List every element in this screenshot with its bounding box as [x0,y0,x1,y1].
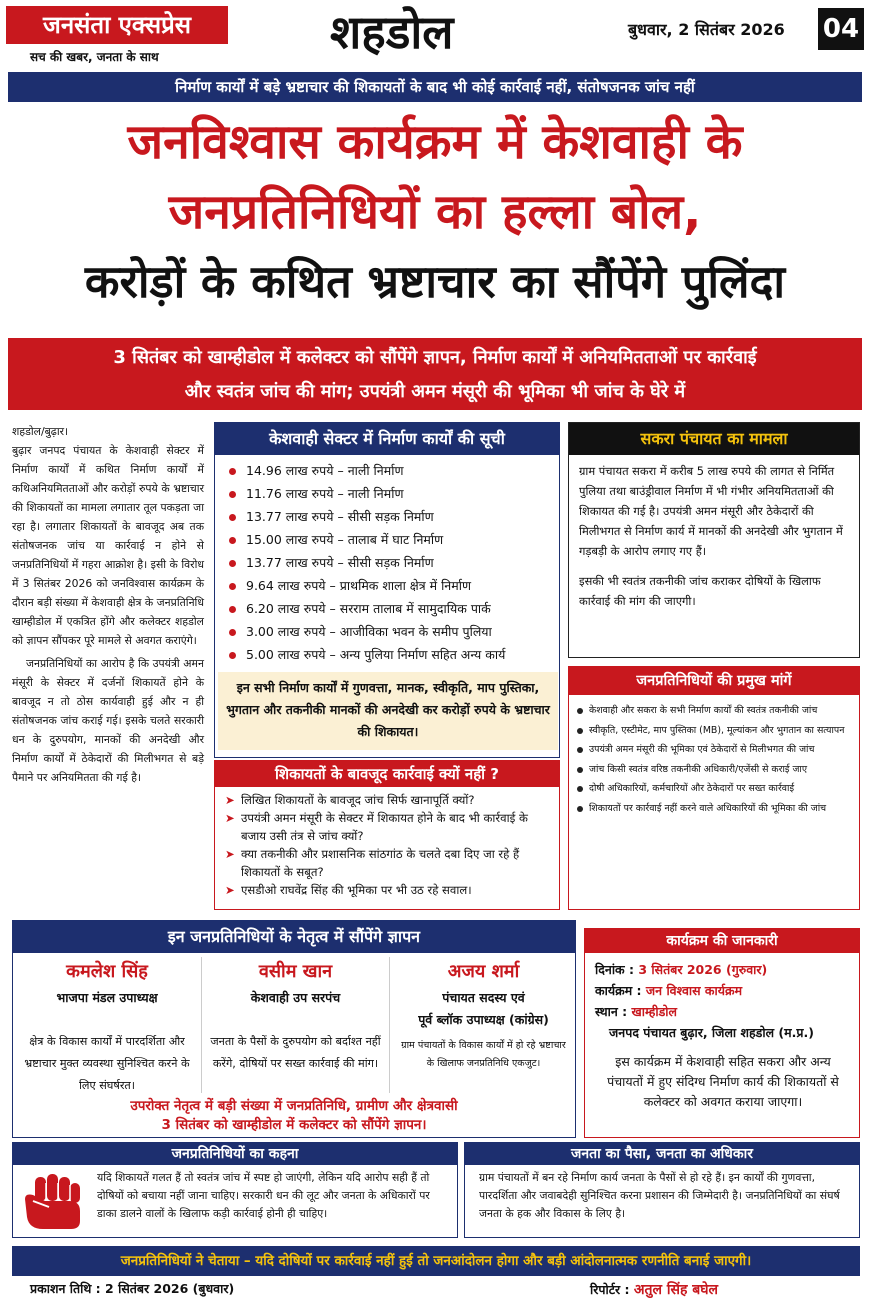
article-dateline: शहडोल/बुढ़ार। [12,425,69,438]
program-place-label: स्थान : [595,1004,628,1019]
article-paragraph-1: बुढ़ार जनपद पंचायत के केशवाही सेक्टर में निर्माण कार्यों में कथित निर्माण कार्यों में कथिअनियमितताओं और करोड़ों रुपये के भ्रष्टाचार की शिकायतों का मामला लगातार तूल पकड़ता जा रहा है। लगातार शिकायतों के बावजूद अब तक संतोषजनक जांच या कार्रवाई न होने से जनप्रतिनिधियों में गहरा आक्रोश है। इसी के विरोध में 3 सितंबर 2026 को जनविश्वास कार्यक्रम के दौरान बड़ी संख्या में केशवाही क्षेत्र के जनप्रतिनिधि खाम्हीडोल में एकत्रित होंगे और कलेक्टर शहडोल को ज्ञापन सौंपकर पूरे मामले से अवगत कराएंगे। [12,444,204,647]
bullet-icon [229,560,236,567]
leaders-footer-line-1: उपरोक्त नेतृत्व में बड़ी संख्या में जनप्रतिनिधि, ग्रामीण और क्षेत्रवासी [130,1098,458,1114]
bullet-icon [229,652,236,659]
leaders-footer [13,1097,575,1135]
reporter-credit [590,1280,718,1299]
bullet-icon [229,629,236,636]
headline-line-3: करोड़ों के कथित भ्रष्टाचार का सौंपेंगे पुलिंदा [84,255,786,308]
headline-line-1: जनविश्वास कार्यक्रम में केशवाही के [127,114,743,170]
leader-description: क्षेत्र के विकास कार्यों में पारदर्शिता और भ्रष्टाचार मुक्त व्यवस्था सुनिश्चित करने के लिए संघर्षरत। [24,1035,190,1092]
arrow-right-icon: ➤ [225,811,235,825]
reporter-name: अतुल सिंह बघेल [633,1282,719,1298]
program-place-row [595,1001,849,1022]
newspaper-brand: जनसंता एक्सप्रेस [6,6,228,44]
leaders-box [12,920,576,1138]
works-list [215,455,559,666]
works-list-item: 11.76 लाख रुपये – नाली निर्माण [229,482,559,505]
representatives-quote-box [12,1142,458,1238]
subheadline [8,338,862,410]
leader-role: केशवाही उप सरपंच [250,990,341,1005]
bullet-icon [229,491,236,498]
sakara-paragraph-2: इसकी भी स्वतंत्र तकनीकी जांच कराकर दोषियों के खिलाफ कार्रवाई की मांग की जाएगी। [579,574,821,608]
headline-line-2: जनप्रतिनिधियों का हल्ला बोल, [168,184,702,240]
bullet-icon [229,537,236,544]
bullet-icon [229,514,236,521]
program-heading: कार्यक्रम की जानकारी [585,929,859,953]
raised-fist-icon [19,1171,85,1235]
issue-date: बुधवार, 2 सितंबर 2026 [628,20,785,39]
program-name-label: कार्यक्रम : [595,983,642,998]
leader-card [389,957,577,1093]
leader-name: कमलेश सिंह [66,961,148,982]
works-list-item: 13.77 लाख रुपये – सीसी सड़क निर्माण [229,505,559,528]
complaints-list-item: ➤ एसडीओ राघवेंद्र सिंह की भूमिका पर भी उठ रहे सवाल। [225,883,472,897]
leader-name: अजय शर्मा [447,961,520,982]
public-rights-text: ग्राम पंचायतों में बन रहे निर्माण कार्य जनता के पैसों से हो रहे हैं। इन कार्यों की गुणवत्ता, पारदर्शिता और जवाबदेही सुनिश्चित करना प्रशासन की जिम्मेदारी है। जनप्रतिनिधियों का संघर्ष जनता के हक और विकास के लिए है। [479,1171,840,1220]
demands-box [568,666,860,910]
quote-heading: जनप्रतिनिधियों का कहना [13,1143,457,1165]
complaints-box [214,760,560,910]
leader-role-secondary: पूर्व ब्लॉक उपाध्यक्ष (कांग्रेस) [418,1012,549,1027]
works-list-note: इन सभी निर्माण कार्यों में गुणवत्ता, मानक, स्वीकृति, माप पुस्तिका, भुगतान और तकनीकी मानकों की अनदेखी कर करोड़ों रुपये के भ्रष्टाचार की शिकायत। [218,672,558,750]
bullet-icon [229,606,236,613]
demands-list-item: केशवाही और सकरा के सभी निर्माण कार्यों की स्वतंत्र तकनीकी जांच [575,701,853,721]
program-details [585,953,859,1049]
bullet-icon [229,583,236,590]
works-list-item: 6.20 लाख रुपये – सरराम तालाब में सामुदायिक पार्क [229,597,559,620]
leader-card [13,957,201,1093]
complaints-list [215,787,559,899]
reporter-label: रिपोर्टर : [590,1282,630,1297]
demands-list-item: शिकायतों पर कार्रवाई नहीं करने वाले अधिकारियों की भूमिका की जांच [575,799,853,819]
program-note: इस कार्यक्रम में केशवाही सहित सकरा और अन्य पंचायतों में हुए संदिग्ध निर्माण कार्य की शिकायतों से कलेक्टर को अवगत कराया जाएगा। [607,1054,839,1109]
public-rights-heading: जनता का पैसा, जनता का अधिकार [465,1143,859,1165]
publication-date: प्रकाशन तिथि : 2 सितंबर 2026 (बुधवार) [30,1281,235,1296]
sakara-paragraph-1: ग्राम पंचायत सकरा में करीब 5 लाख रुपये की लागत से निर्मित पुलिया तथा बाउंड्रीवाल निर्माण में भी गंभीर अनियमितताओं की शिकायत की गई है। उपयंत्री अमन मंसूरी और ठेकेदारों की मिलीभगत से निर्माण कार्य में मानकों की अनदेखी और भुगतान में गड़बड़ी के आरोप लगाए गए हैं। [579,464,843,558]
program-date-label: दिनांक : [595,962,635,977]
article-paragraph-2: जनप्रतिनिधियों का आरोप है कि उपयंत्री अमन मंसूरी के सेक्टर में दर्जनों शिकायतें होने के बावजूद न तो ठोस कार्यवाही हुई और न ही संतोषजनक जांच कराई गई। इसके चलते सरकारी धन के दुरुपयोग, मानकों की अनदेखी और निर्माण कार्यों में ठेकेदारों की मिलीभगत से बड़े पैमाने पर अनियमितता की गई है। [12,657,204,784]
complaints-heading: शिकायतों के बावजूद कार्रवाई क्यों नहीं ? [215,761,559,787]
program-name-row [595,980,849,1001]
page-city-title: शहडोल [330,5,454,59]
demands-list-item: जांच किसी स्वतंत्र वरिष्ठ तकनीकी अधिकारी/एजेंसी से कराई जाए [575,760,853,780]
leader-name: वसीम खान [258,961,333,982]
demands-heading: जनप्रतिनिधियों की प्रमुख मांगें [569,667,859,695]
leader-description: ग्राम पंचायतों के विकास कार्यों में हो रहे भ्रष्टाचार के खिलाफ जनप्रतिनिधि एकजुट। [401,1040,566,1069]
demands-list-item: स्वीकृति, एस्टीमेट, माप पुस्तिका (MB), मूल्यांकन और भुगतान का सत्यापन [575,721,853,741]
demands-list-item: दोषी अधिकारियों, कर्मचारियों और ठेकेदारों पर सख्त कार्रवाई [575,779,853,799]
bullet-icon [229,468,236,475]
leader-role: पंचायत सदस्य एवं [442,990,525,1005]
leaders-heading: इन जनप्रतिनिधियों के नेतृत्व में सौंपेंगे ज्ञापन [13,921,575,953]
article-body [12,422,204,787]
program-date-value: 3 सितंबर 2026 (गुरुवार) [638,962,768,977]
arrow-right-icon: ➤ [225,883,235,897]
works-list-item: 3.00 लाख रुपये – आजीविका भवन के समीप पुलिया [229,620,559,643]
warning-strip: जनप्रतिनिधियों ने चेताया – यदि दोषियों पर कार्रवाई नहीं हुई तो जनआंदोलन होगा और बड़ी आंदोलनात्मक रणनीति बनाई जाएगी। [12,1246,860,1276]
works-list-item: 9.64 लाख रुपये – प्राथमिक शाला क्षेत्र में निर्माण [229,574,559,597]
subheadline-line-1: 3 सितंबर को खाम्हीडोल में कलेक्टर को सौंपेंगे ज्ञापन, निर्माण कार्यों में अनियमितताओं पर कार्रवाई [113,347,757,368]
leader-role: भाजपा मंडल उपाध्यक्ष [56,990,158,1005]
leader-description: जनता के पैसों के दुरुपयोग को बर्दाश्त नहीं करेंगे, दोषियों पर सख्त कार्रवाई की मांग। [210,1035,381,1070]
sakara-panchayat-box [568,422,860,658]
works-list-item: 15.00 लाख रुपये – तालाब में घाट निर्माण [229,528,559,551]
complaints-list-item: ➤ लिखित शिकायतों के बावजूद जांच सिर्फ खानापूर्ति क्यों? [225,793,475,807]
works-list-item: 13.77 लाख रुपये – सीसी सड़क निर्माण [229,551,559,574]
program-date-row [595,959,849,980]
program-place-value: खाम्हीडोल [631,1004,678,1019]
top-strip: निर्माण कार्यों में बड़े भ्रष्टाचार की शिकायतों के बाद भी कोई कार्रवाई नहीं, संतोषजनक जांच नहीं [8,72,862,102]
leader-card [201,957,389,1093]
quote-text: यदि शिकायतें गलत हैं तो स्वतंत्र जांच में स्पष्ट हो जाएंगी, लेकिन यदि आरोप सही हैं तो दोषियों को बचाया नहीं जाना चाहिए। सरकारी धन की लूट और जनता के अधिकारों पर डाका डालने वालों के खिलाफ कड़ी कार्रवाई होनी ही चाहिए। [97,1171,430,1220]
leaders-footer-line-2: 3 सितंबर को खाम्हीडोल में कलेक्टर को सौंपेंगे ज्ञापन। [161,1117,427,1133]
subheadline-line-2: और स्वतंत्र जांच की मांग; उपयंत्री अमन मंसूरी की भूमिका भी जांच के घेरे में [184,381,686,402]
sakara-body [569,455,859,617]
complaints-list-item: ➤ क्या तकनीकी और प्रशासनिक सांठगांठ के चलते दबा दिए जा रहे हैं शिकायतों के सबूत? [225,847,520,879]
complaints-list-item: ➤ उपयंत्री अमन मंसूरी के सेक्टर में शिकायत होने के बाद भी कार्रवाई के बजाय उसी तंत्र से जांच क्यों? [225,811,528,843]
public-rights-box [464,1142,860,1238]
sakara-heading: सकरा पंचायत का मामला [569,423,859,455]
works-list-item: 5.00 लाख रुपये – अन्य पुलिया निर्माण सहित अन्य कार्य [229,643,559,666]
works-list-item: 14.96 लाख रुपये – नाली निर्माण [229,459,559,482]
newspaper-tagline: सच की खबर, जनता के साथ [30,50,159,64]
page-number: 04 [818,8,864,50]
arrow-right-icon: ➤ [225,793,235,807]
demands-list-item: उपयंत्री अमन मंसूरी की भूमिका एवं ठेकेदारों से मिलीभगत की जांच [575,740,853,760]
program-place-detail: जनपद पंचायत बुढ़ार, जिला शहडोल (म.प्र.) [609,1025,814,1040]
program-name-value: जन विश्वास कार्यक्रम [645,983,743,998]
demands-list [569,695,859,818]
arrow-right-icon: ➤ [225,847,235,861]
works-list-heading: केशवाही सेक्टर में निर्माण कार्यों की सूची [215,423,559,455]
